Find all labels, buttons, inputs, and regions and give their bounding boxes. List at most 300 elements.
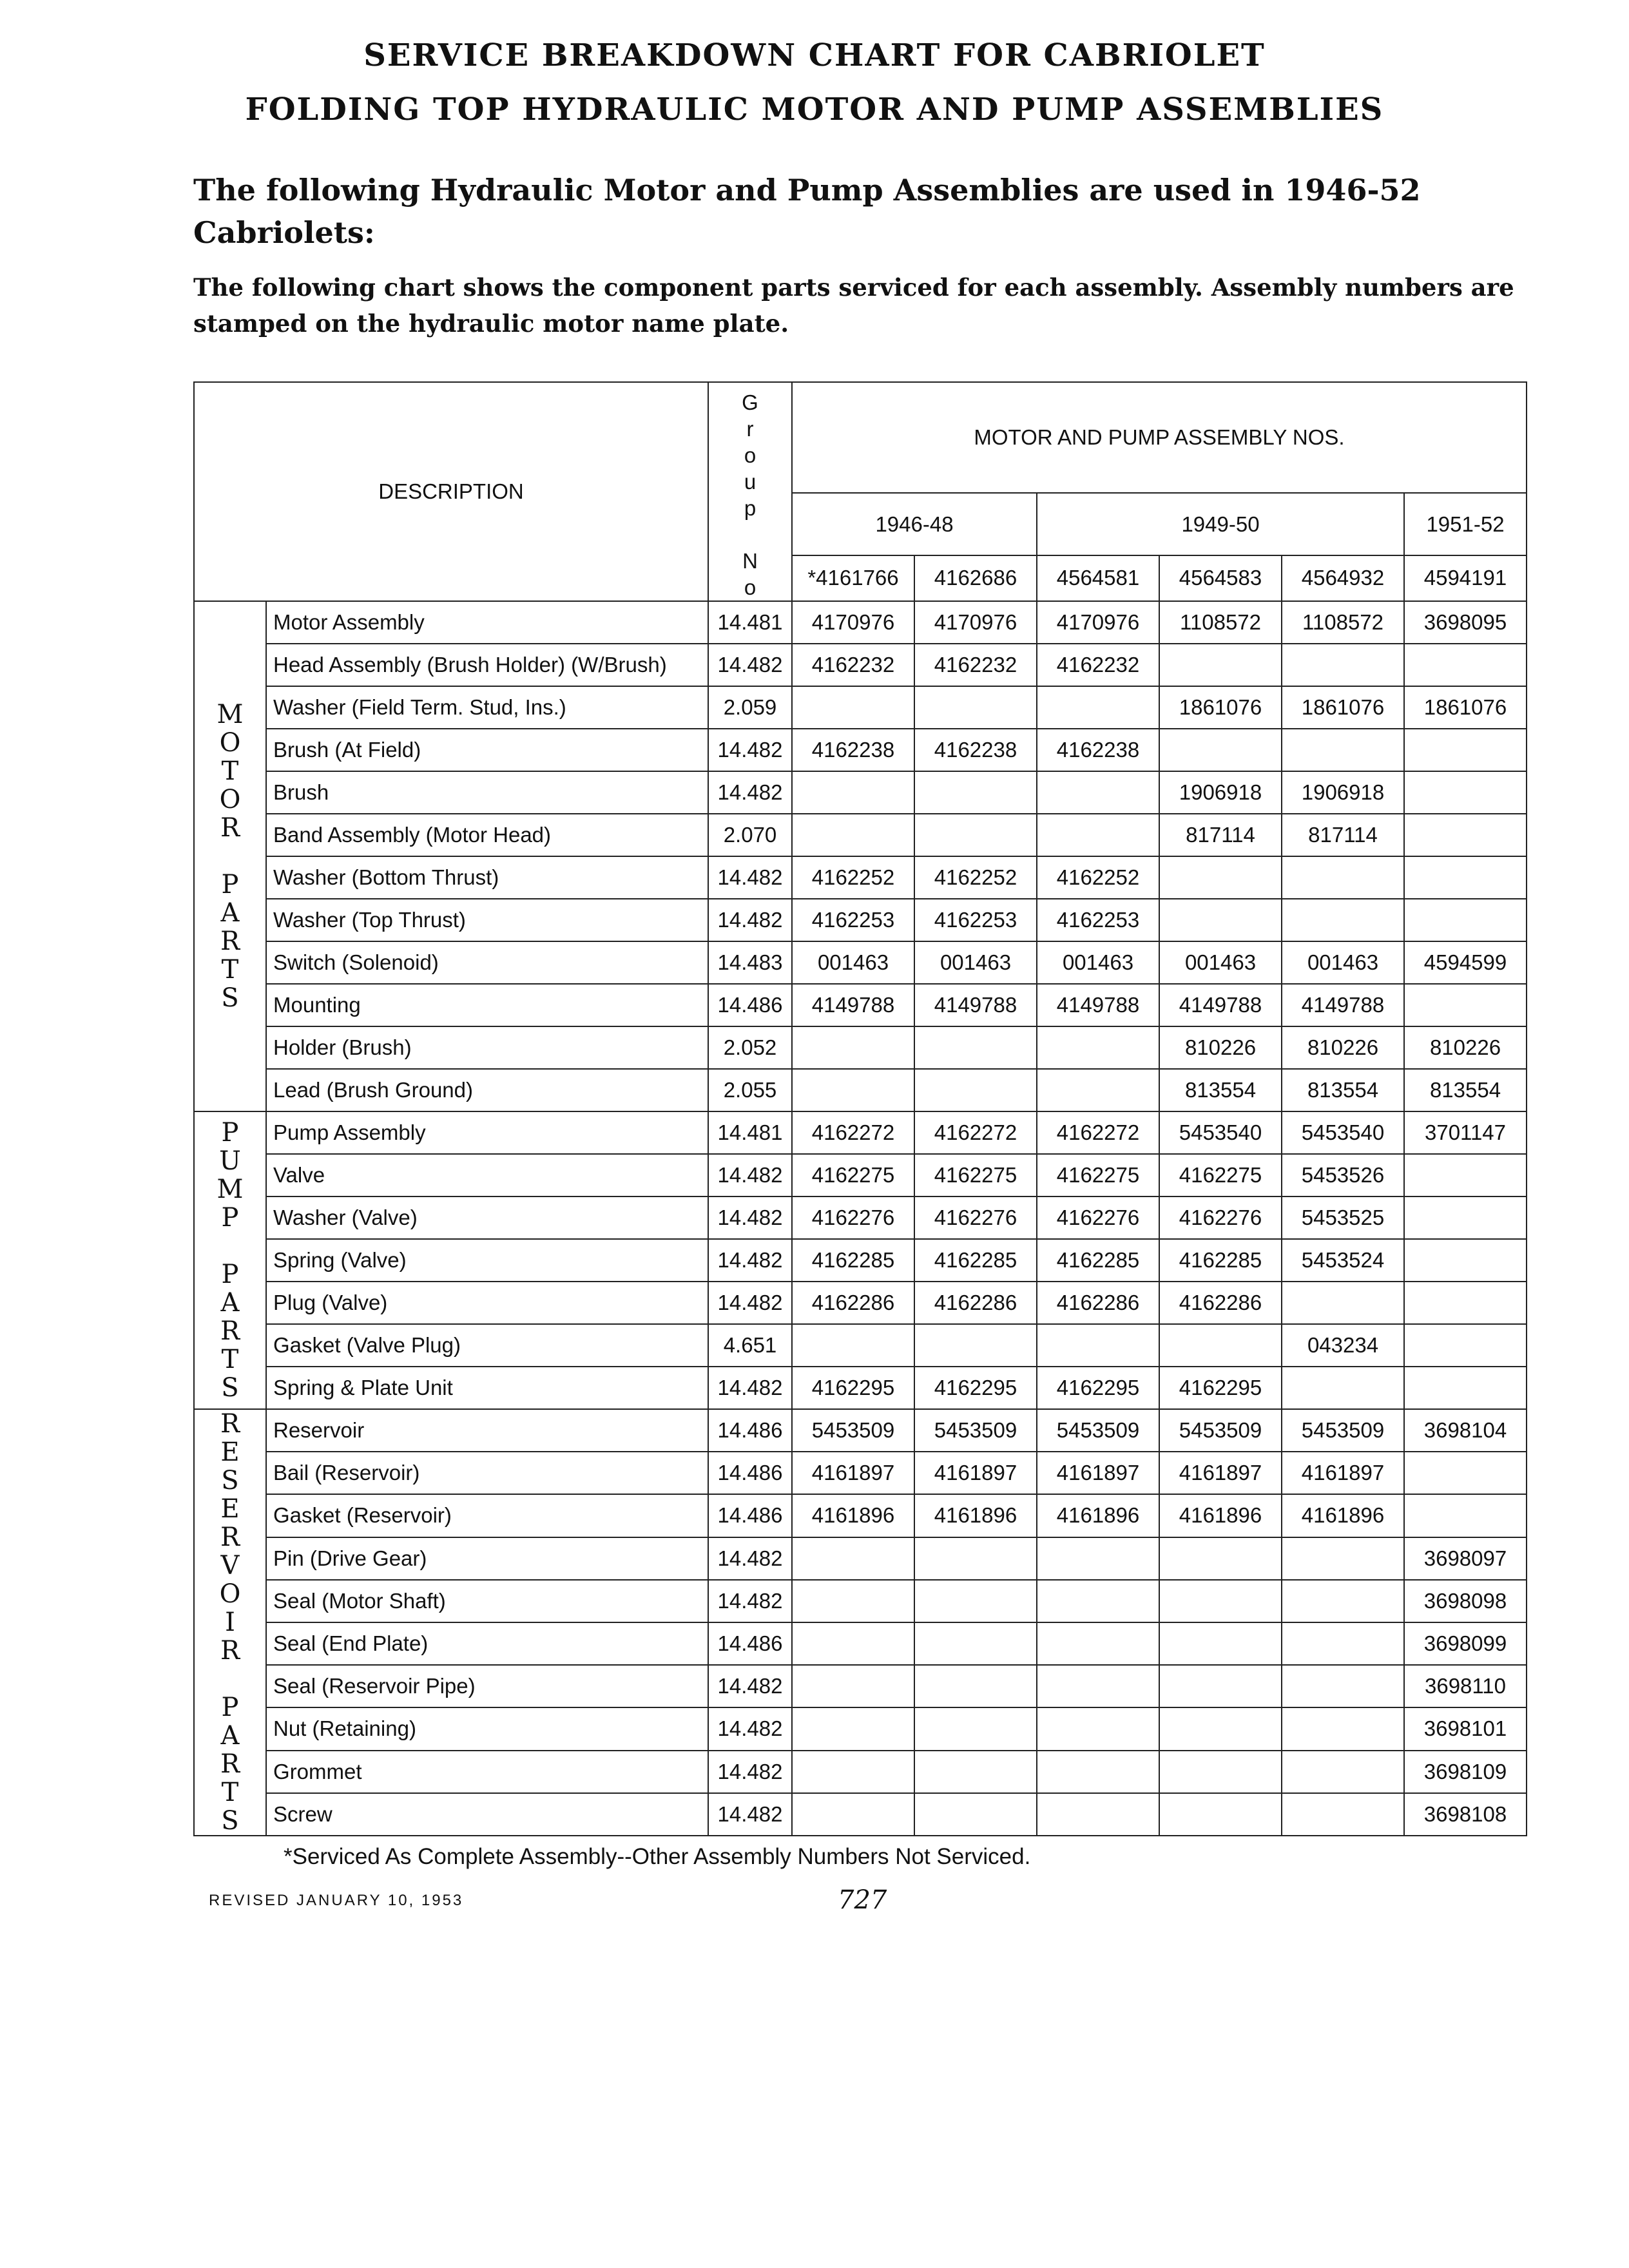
part-number-cell: 4162253	[792, 899, 914, 941]
part-number-cell	[914, 1580, 1037, 1622]
part-number-cell	[792, 771, 914, 814]
part-description: Valve	[266, 1154, 708, 1196]
assembly-number-header: 4162686	[914, 555, 1037, 601]
part-number-cell: 4162276	[1037, 1196, 1159, 1239]
part-number-cell	[1404, 856, 1527, 899]
part-number-cell: 4162232	[914, 644, 1037, 686]
part-number-cell	[1282, 1537, 1404, 1580]
part-number-cell: 001463	[1159, 941, 1282, 984]
part-number-cell: 3698097	[1404, 1537, 1527, 1580]
part-number-cell	[914, 1069, 1037, 1111]
section-label-letter: R	[220, 1316, 240, 1346]
part-number-cell: 813554	[1404, 1069, 1527, 1111]
part-number-cell: 813554	[1282, 1069, 1404, 1111]
part-description: Seal (Motor Shaft)	[266, 1580, 708, 1622]
part-number-cell	[1159, 856, 1282, 899]
table-row	[194, 1793, 1527, 1836]
section-label-letter: I	[225, 1608, 235, 1637]
section-label-letter: R	[220, 927, 240, 956]
part-description: Gasket (Valve Plug)	[266, 1324, 708, 1367]
part-number-cell	[1159, 1665, 1282, 1707]
part-description: Pump Assembly	[266, 1111, 708, 1154]
part-number-cell: 4162276	[1159, 1196, 1282, 1239]
section-label-letter: A	[220, 1288, 240, 1318]
part-description: Lead (Brush Ground)	[266, 1069, 708, 1111]
part-number-cell	[792, 1026, 914, 1069]
part-number-cell	[1159, 644, 1282, 686]
part-description: Motor Assembly	[266, 601, 708, 644]
part-number-cell	[1404, 1154, 1527, 1196]
table-row	[194, 1580, 1527, 1622]
section-label-letter: T	[221, 955, 239, 985]
part-number-cell	[1404, 1494, 1527, 1537]
part-number-cell	[1037, 1026, 1159, 1069]
table-row	[194, 1537, 1527, 1580]
group-number: 14.486	[708, 1452, 792, 1494]
year-header-1949-50: 1949-50	[1037, 493, 1404, 555]
table-row	[194, 644, 1527, 686]
table-row	[194, 1111, 1527, 1154]
group-number: 14.481	[708, 1111, 792, 1154]
table-row	[194, 1452, 1527, 1494]
section-label-letter: P	[221, 1118, 239, 1148]
group-number: 14.482	[708, 644, 792, 686]
table-row	[194, 1026, 1527, 1069]
group-no-header	[708, 382, 792, 601]
group-number: 14.482	[708, 1282, 792, 1324]
part-number-cell	[1282, 729, 1404, 771]
part-number-cell: 1861076	[1404, 686, 1527, 729]
part-number-cell	[914, 1026, 1037, 1069]
group-number: 14.482	[708, 1751, 792, 1793]
group-number: 2.059	[708, 686, 792, 729]
part-description: Head Assembly (Brush Holder) (W/Brush)	[266, 644, 708, 686]
group-header-letter: o	[744, 443, 757, 467]
part-number-cell	[1404, 984, 1527, 1026]
intro-paragraph-1: The following Hydraulic Motor and Pump Assemblies are used in 1946-52 Cabriolets:	[193, 173, 1421, 250]
part-number-cell	[1037, 1793, 1159, 1836]
part-number-cell	[792, 1069, 914, 1111]
section-label-letter: S	[221, 1373, 239, 1403]
group-number: 14.482	[708, 1665, 792, 1707]
part-number-cell: 001463	[1282, 941, 1404, 984]
part-number-cell: 4162275	[792, 1154, 914, 1196]
part-number-cell: 5453509	[792, 1409, 914, 1452]
assembly-number-header: *4161766	[792, 555, 914, 601]
group-number: 2.055	[708, 1069, 792, 1111]
table-row	[194, 1707, 1527, 1750]
table-row	[194, 686, 1527, 729]
part-number-cell	[1282, 1793, 1404, 1836]
part-number-cell: 4162286	[914, 1282, 1037, 1324]
part-number-cell: 4162286	[792, 1282, 914, 1324]
table-row	[194, 1239, 1527, 1282]
part-number-cell: 4162285	[792, 1239, 914, 1282]
section-label-letter: T	[221, 1778, 239, 1807]
section-label-letter: M	[217, 1175, 244, 1204]
part-description: Holder (Brush)	[266, 1026, 708, 1069]
section-vertical-label	[194, 601, 266, 1111]
group-number: 14.482	[708, 1367, 792, 1409]
part-number-cell: 4161897	[1159, 1452, 1282, 1494]
part-number-cell: 4162295	[914, 1367, 1037, 1409]
part-description: Grommet	[266, 1751, 708, 1793]
table-row	[194, 601, 1527, 644]
section-vertical-label	[194, 1111, 266, 1409]
part-number-cell: 4161896	[792, 1494, 914, 1537]
footnote: *Serviced As Complete Assembly--Other Assembly Numbers Not Serviced.	[284, 1844, 1031, 1869]
section-label-letter: S	[221, 983, 239, 1013]
part-number-cell	[1282, 1707, 1404, 1750]
part-number-cell	[1404, 1239, 1527, 1282]
part-number-cell: 810226	[1282, 1026, 1404, 1069]
part-number-cell	[1037, 1751, 1159, 1793]
part-number-cell	[914, 1622, 1037, 1665]
group-number: 14.482	[708, 1196, 792, 1239]
part-number-cell: 3698108	[1404, 1793, 1527, 1836]
group-number: 14.482	[708, 1537, 792, 1580]
table-row	[194, 984, 1527, 1026]
part-description: Spring & Plate Unit	[266, 1367, 708, 1409]
section-label-letter	[201, 1232, 259, 1260]
part-number-cell	[1159, 1622, 1282, 1665]
section-label-letter: R	[220, 813, 240, 843]
revision-date: REVISED JANUARY 10, 1953	[209, 1892, 464, 1909]
part-number-cell	[1037, 1707, 1159, 1750]
table-row	[194, 899, 1527, 941]
section-label-letter: T	[221, 756, 239, 786]
section-label-letter: P	[221, 870, 239, 899]
section-vertical-label	[194, 1409, 266, 1836]
section-label-letter: M	[217, 700, 244, 729]
part-number-cell: 5453524	[1282, 1239, 1404, 1282]
part-description: Band Assembly (Motor Head)	[266, 814, 708, 856]
part-number-cell	[914, 1665, 1037, 1707]
part-number-cell: 817114	[1159, 814, 1282, 856]
part-number-cell	[1282, 1665, 1404, 1707]
part-number-cell: 5453526	[1282, 1154, 1404, 1196]
part-number-cell	[792, 1793, 914, 1836]
part-number-cell	[1404, 899, 1527, 941]
section-label-letter: V	[220, 1551, 240, 1581]
section-label-letter: O	[219, 728, 241, 758]
year-header-1951-52: 1951-52	[1404, 493, 1527, 555]
part-number-cell	[914, 771, 1037, 814]
part-number-cell: 001463	[1037, 941, 1159, 984]
section-label-letter: R	[220, 1636, 240, 1666]
part-number-cell	[1037, 1069, 1159, 1111]
part-number-cell	[1037, 1537, 1159, 1580]
part-number-cell: 4162286	[1159, 1282, 1282, 1324]
section-label-letter: A	[220, 1721, 240, 1751]
part-number-cell: 1108572	[1282, 601, 1404, 644]
part-number-cell	[1404, 644, 1527, 686]
part-number-cell: 3698095	[1404, 601, 1527, 644]
group-header-letter: o	[744, 575, 757, 599]
group-header-letter	[715, 521, 785, 548]
part-number-cell	[1282, 1751, 1404, 1793]
part-number-cell	[792, 814, 914, 856]
section-label-letter: P	[221, 1693, 239, 1722]
part-number-cell	[1282, 644, 1404, 686]
group-header-letter: u	[744, 470, 757, 494]
part-number-cell: 4162238	[792, 729, 914, 771]
part-number-cell: 810226	[1404, 1026, 1527, 1069]
part-number-cell: 4594599	[1404, 941, 1527, 984]
part-number-cell: 4149788	[914, 984, 1037, 1026]
part-number-cell: 1861076	[1159, 686, 1282, 729]
part-number-cell: 4162295	[1159, 1367, 1282, 1409]
group-number: 14.486	[708, 984, 792, 1026]
part-number-cell	[1282, 1580, 1404, 1622]
group-number: 14.482	[708, 1707, 792, 1750]
part-number-cell: 4149788	[792, 984, 914, 1026]
part-number-cell: 5453525	[1282, 1196, 1404, 1239]
section-label-letter: S	[221, 1466, 239, 1495]
part-number-cell: 3701147	[1404, 1111, 1527, 1154]
part-number-cell: 4161896	[914, 1494, 1037, 1537]
part-description: Screw	[266, 1793, 708, 1836]
group-header-letter: p	[744, 496, 757, 520]
intro-paragraph-2: The following chart shows the component parts serviced for each assembly. Assembly numbers are stamped on the hydraulic motor name plate.	[193, 273, 1514, 338]
section-label-letter: A	[220, 898, 240, 928]
part-number-cell	[1404, 771, 1527, 814]
part-number-cell: 043234	[1282, 1324, 1404, 1367]
section-label-letter	[201, 1665, 259, 1693]
part-number-cell: 4162272	[792, 1111, 914, 1154]
part-number-cell: 4162295	[792, 1367, 914, 1409]
assembly-number-header: 4564583	[1159, 555, 1282, 601]
part-number-cell	[1159, 1707, 1282, 1750]
group-number: 14.486	[708, 1494, 792, 1537]
part-number-cell	[1282, 1282, 1404, 1324]
part-number-cell: 4162272	[914, 1111, 1037, 1154]
part-description: Washer (Valve)	[266, 1196, 708, 1239]
part-description: Reservoir	[266, 1409, 708, 1452]
part-description: Gasket (Reservoir)	[266, 1494, 708, 1537]
part-number-cell: 5453509	[914, 1409, 1037, 1452]
part-description: Spring (Valve)	[266, 1239, 708, 1282]
part-number-cell: 4162295	[1037, 1367, 1159, 1409]
part-number-cell	[1404, 1282, 1527, 1324]
group-number: 2.052	[708, 1026, 792, 1069]
part-number-cell	[1037, 1580, 1159, 1622]
part-number-cell	[792, 1751, 914, 1793]
table-row	[194, 1324, 1527, 1367]
part-number-cell: 4162272	[1037, 1111, 1159, 1154]
part-description: Plug (Valve)	[266, 1282, 708, 1324]
part-number-cell	[1404, 1367, 1527, 1409]
part-number-cell	[914, 1707, 1037, 1750]
part-number-cell: 4170976	[914, 601, 1037, 644]
part-number-cell: 4162238	[914, 729, 1037, 771]
part-number-cell: 1108572	[1159, 601, 1282, 644]
assembly-number-header: 4564932	[1282, 555, 1404, 601]
group-number: 14.486	[708, 1622, 792, 1665]
part-number-cell	[914, 1793, 1037, 1836]
part-number-cell	[1159, 899, 1282, 941]
table-row	[194, 1069, 1527, 1111]
section-label-letter: U	[219, 1146, 241, 1176]
part-number-cell	[914, 814, 1037, 856]
part-number-cell	[1037, 686, 1159, 729]
group-number: 14.482	[708, 1580, 792, 1622]
part-number-cell: 3698104	[1404, 1409, 1527, 1452]
part-description: Bail (Reservoir)	[266, 1452, 708, 1494]
part-number-cell: 4162252	[1037, 856, 1159, 899]
section-label-letter: R	[220, 1749, 240, 1779]
part-number-cell: 4162253	[914, 899, 1037, 941]
assembly-header: MOTOR AND PUMP ASSEMBLY NOS.	[792, 382, 1527, 493]
group-number: 14.482	[708, 729, 792, 771]
part-number-cell: 5453509	[1159, 1409, 1282, 1452]
table-row	[194, 941, 1527, 984]
page-title-line-2: FOLDING TOP HYDRAULIC MOTOR AND PUMP ASSEMBLIES	[245, 91, 1384, 128]
part-number-cell	[1159, 729, 1282, 771]
part-number-cell: 4161897	[914, 1452, 1037, 1494]
part-number-cell: 5453509	[1282, 1409, 1404, 1452]
assembly-number-header: 4564581	[1037, 555, 1159, 601]
part-number-cell	[1037, 814, 1159, 856]
part-number-cell: 4162276	[914, 1196, 1037, 1239]
part-description: Washer (Bottom Thrust)	[266, 856, 708, 899]
part-number-cell: 4162232	[792, 644, 914, 686]
part-number-cell: 817114	[1282, 814, 1404, 856]
group-header-letter: N	[742, 549, 758, 573]
section-label-letter: E	[220, 1494, 240, 1524]
part-number-cell	[1037, 1622, 1159, 1665]
section-label-letter	[201, 842, 259, 870]
table-row	[194, 1282, 1527, 1324]
part-number-cell	[914, 1537, 1037, 1580]
part-number-cell	[1159, 1324, 1282, 1367]
part-number-cell	[914, 1751, 1037, 1793]
part-number-cell: 4162276	[792, 1196, 914, 1239]
section-label-letter: P	[221, 1260, 239, 1289]
part-number-cell	[1404, 814, 1527, 856]
part-number-cell: 4149788	[1037, 984, 1159, 1026]
group-number: 2.070	[708, 814, 792, 856]
group-number: 14.482	[708, 1154, 792, 1196]
part-description: Switch (Solenoid)	[266, 941, 708, 984]
group-number: 14.482	[708, 771, 792, 814]
part-number-cell: 1906918	[1282, 771, 1404, 814]
part-number-cell	[792, 1580, 914, 1622]
part-number-cell	[1404, 1196, 1527, 1239]
group-number: 4.651	[708, 1324, 792, 1367]
part-description: Brush (At Field)	[266, 729, 708, 771]
part-number-cell	[792, 1622, 914, 1665]
part-number-cell: 4170976	[1037, 601, 1159, 644]
part-number-cell	[792, 1537, 914, 1580]
part-number-cell: 3698101	[1404, 1707, 1527, 1750]
group-number: 14.483	[708, 941, 792, 984]
table-row	[194, 856, 1527, 899]
section-label-letter: P	[221, 1203, 239, 1233]
table-row	[194, 1751, 1527, 1793]
part-number-cell: 1906918	[1159, 771, 1282, 814]
group-number: 14.482	[708, 856, 792, 899]
group-number: 14.482	[708, 1239, 792, 1282]
part-number-cell: 4162275	[1159, 1154, 1282, 1196]
part-number-cell	[1159, 1751, 1282, 1793]
part-number-cell	[792, 1665, 914, 1707]
part-number-cell: 4170976	[792, 601, 914, 644]
part-number-cell	[1282, 1622, 1404, 1665]
part-description: Seal (End Plate)	[266, 1622, 708, 1665]
section-label-letter: E	[220, 1437, 240, 1467]
part-number-cell: 4149788	[1282, 984, 1404, 1026]
section-label-letter: S	[221, 1806, 239, 1836]
table-row	[194, 1622, 1527, 1665]
part-description: Washer (Field Term. Stud, Ins.)	[266, 686, 708, 729]
part-number-cell: 4161897	[792, 1452, 914, 1494]
part-number-cell	[1404, 729, 1527, 771]
group-header-letter: r	[746, 417, 754, 441]
part-number-cell	[1159, 1537, 1282, 1580]
part-number-cell: 4162285	[914, 1239, 1037, 1282]
part-number-cell: 4162252	[792, 856, 914, 899]
part-number-cell: 4149788	[1159, 984, 1282, 1026]
part-number-cell: 4161896	[1037, 1494, 1159, 1537]
table-row	[194, 814, 1527, 856]
part-number-cell: 3698098	[1404, 1580, 1527, 1622]
section-label-letter: R	[220, 1409, 240, 1439]
part-number-cell: 4162285	[1037, 1239, 1159, 1282]
part-number-cell	[1282, 856, 1404, 899]
part-number-cell	[1282, 899, 1404, 941]
table-row	[194, 1409, 1527, 1452]
page-number: 727	[838, 1885, 887, 1915]
section-label-letter: O	[219, 1579, 241, 1609]
part-number-cell	[1404, 1324, 1527, 1367]
part-number-cell: 813554	[1159, 1069, 1282, 1111]
table-row	[194, 1367, 1527, 1409]
part-number-cell: 001463	[914, 941, 1037, 984]
table-row	[194, 1665, 1527, 1707]
table-row	[194, 1154, 1527, 1196]
part-description: Pin (Drive Gear)	[266, 1537, 708, 1580]
table-row	[194, 1196, 1527, 1239]
part-number-cell: 4162252	[914, 856, 1037, 899]
part-number-cell	[914, 1324, 1037, 1367]
part-description: Mounting	[266, 984, 708, 1026]
page-title-line-1: SERVICE BREAKDOWN CHART FOR CABRIOLET	[363, 37, 1266, 73]
table-row	[194, 771, 1527, 814]
part-description: Seal (Reservoir Pipe)	[266, 1665, 708, 1707]
part-number-cell: 4161896	[1159, 1494, 1282, 1537]
part-number-cell: 4161897	[1037, 1452, 1159, 1494]
part-number-cell: 4162253	[1037, 899, 1159, 941]
group-number: 14.481	[708, 601, 792, 644]
section-label-letter: R	[220, 1523, 240, 1552]
part-number-cell: 4162286	[1037, 1282, 1159, 1324]
group-number: 14.482	[708, 1793, 792, 1836]
part-number-cell: 5453540	[1282, 1111, 1404, 1154]
part-number-cell: 3698109	[1404, 1751, 1527, 1793]
year-header-1946-48: 1946-48	[792, 493, 1037, 555]
part-number-cell	[792, 1324, 914, 1367]
part-number-cell: 3698110	[1404, 1665, 1527, 1707]
table-row	[194, 1494, 1527, 1537]
part-number-cell	[792, 686, 914, 729]
part-description: Washer (Top Thrust)	[266, 899, 708, 941]
part-number-cell	[1037, 1324, 1159, 1367]
part-number-cell: 4161896	[1282, 1494, 1404, 1537]
group-number: 14.486	[708, 1409, 792, 1452]
part-number-cell	[1404, 1452, 1527, 1494]
part-number-cell	[914, 686, 1037, 729]
